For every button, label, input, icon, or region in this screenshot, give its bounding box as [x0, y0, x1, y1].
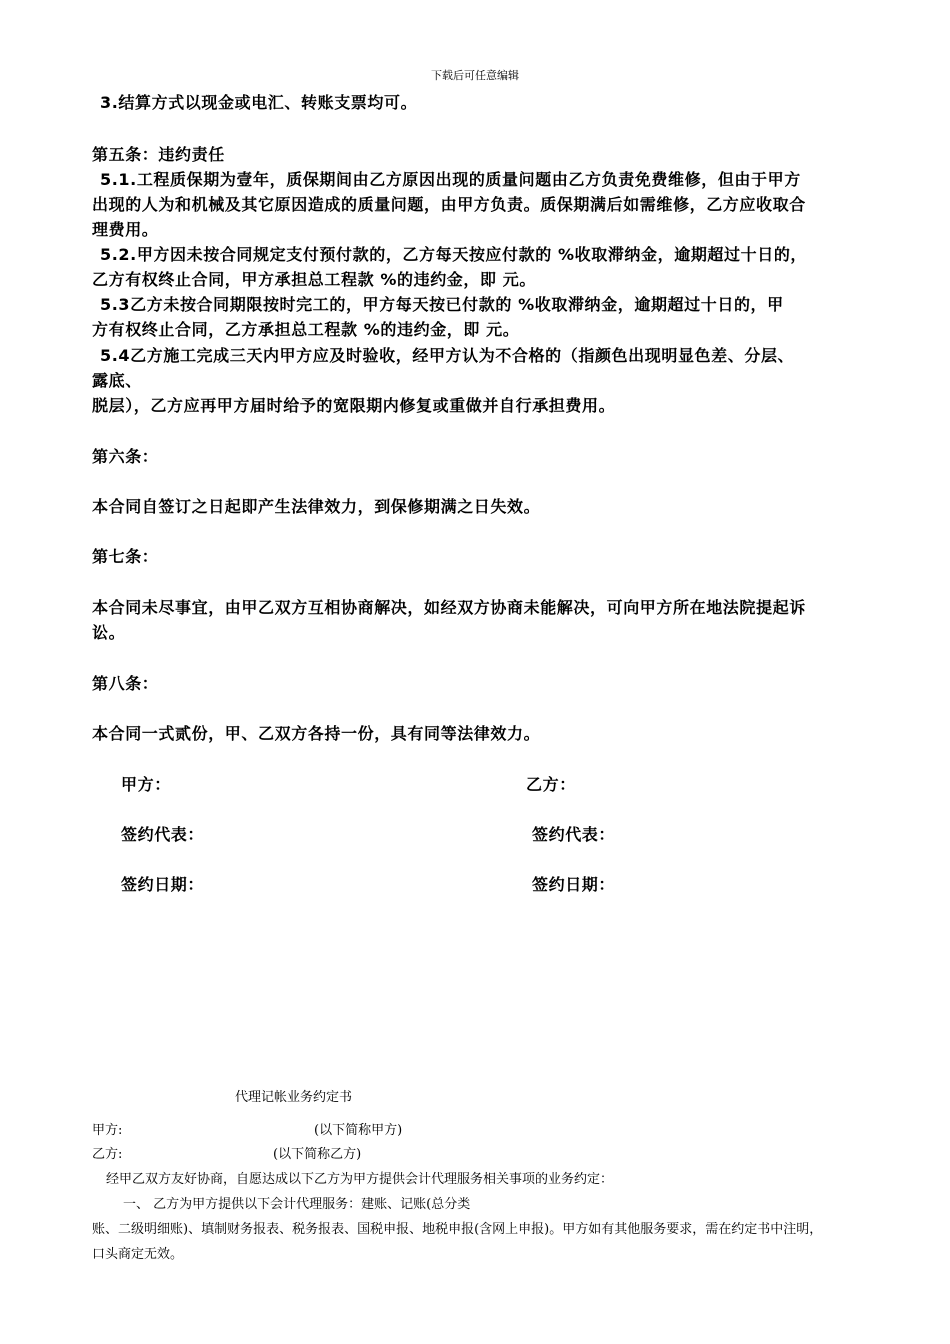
article5-p4-line2: 露底、	[92, 371, 142, 390]
article5-p2-line1: 5.2.甲方因未按合同规定支付预付款的，乙方每天按应付款的 %收取滞纳金，逾期超过十日的，	[100, 245, 808, 264]
contract2-item1-line3: 口头商定无效。	[92, 1247, 184, 1262]
article5-p1-line1: 5.1.工程质保期为壹年，质保期间由乙方原因出现的质量问题由乙方负责免费维修，但由于甲方	[100, 170, 801, 189]
contract2-party-b-note: (以下简称乙方)	[273, 1147, 362, 1162]
article7-body-line1: 本合同未尽事宜，由甲乙双方互相协商解决，如经双方协商未能解决，可向甲方所在地法院提起诉	[92, 598, 806, 617]
article8-body: 本合同一式贰份，甲、乙双方各持一份，具有同等法律效力。	[92, 724, 541, 743]
article6-title: 第六条：	[92, 447, 159, 466]
contract2-party-a-note: (以下简称甲方)	[314, 1123, 403, 1138]
contract2-title: 代理记帐业务约定书	[235, 1090, 353, 1105]
signature-date-a: 签约日期：	[121, 875, 205, 894]
contract2-intro: 经甲乙双方友好协商，自愿达成以下乙方为甲方提供会计代理服务相关事项的业务约定：	[106, 1172, 614, 1187]
article8-title: 第八条：	[92, 674, 159, 693]
article7-body-line2: 讼。	[92, 623, 126, 642]
signature-rep-a: 签约代表：	[121, 825, 205, 844]
signature-party-b: 乙方：	[526, 775, 576, 794]
article5-p3-line1: 5.3乙方未按合同期限按时完工的，甲方每天按已付款的 %收取滞纳金，逾期超过十日的，甲	[100, 295, 784, 314]
article5-p4-line1: 5.4乙方施工完成三天内甲方应及时验收，经甲方认为不合格的（指颜色出现明显色差、分层、	[100, 346, 795, 365]
download-note: 下载后可任意编辑	[431, 69, 519, 82]
article5-p2-line2: 乙方有权终止合同，甲方承担总工程款 %的违约金，即 元。	[92, 270, 536, 289]
signature-rep-b: 签约代表：	[532, 825, 616, 844]
contract2-party-a-label: 甲方:	[92, 1123, 123, 1138]
contract2-item1-line2: 账、二级明细账)、填制财务报表、税务报表、国税申报、地税申报(含网上申报)。甲方如有其他服务要求，需在约定书中注明，	[92, 1222, 823, 1237]
clause4-item3: 3.结算方式以现金或电汇、转账支票均可。	[100, 93, 418, 112]
contract2-item1-line1: 一、 乙方为甲方提供以下会计代理服务：建账、记账(总分类	[123, 1197, 471, 1212]
contract2-party-b-label: 乙方:	[92, 1147, 123, 1162]
article5-p1-line2: 出现的人为和机械及其它原因造成的质量问题，由甲方负责。质保期满后如需维修，乙方应收取合	[92, 195, 806, 214]
article6-body: 本合同自签订之日起即产生法律效力，到保修期满之日失效。	[92, 497, 541, 516]
signature-date-b: 签约日期：	[532, 875, 616, 894]
article7-title: 第七条：	[92, 547, 159, 566]
article5-title: 第五条：违约责任	[92, 145, 225, 164]
article5-p1-line3: 理费用。	[92, 220, 159, 239]
article5-p4-line3: 脱层），乙方应再甲方届时给予的宽限期内修复或重做并自行承担费用。	[92, 396, 616, 415]
article5-p3-line2: 方有权终止合同，乙方承担总工程款 %的违约金，即 元。	[92, 320, 520, 339]
signature-party-a: 甲方：	[121, 775, 171, 794]
